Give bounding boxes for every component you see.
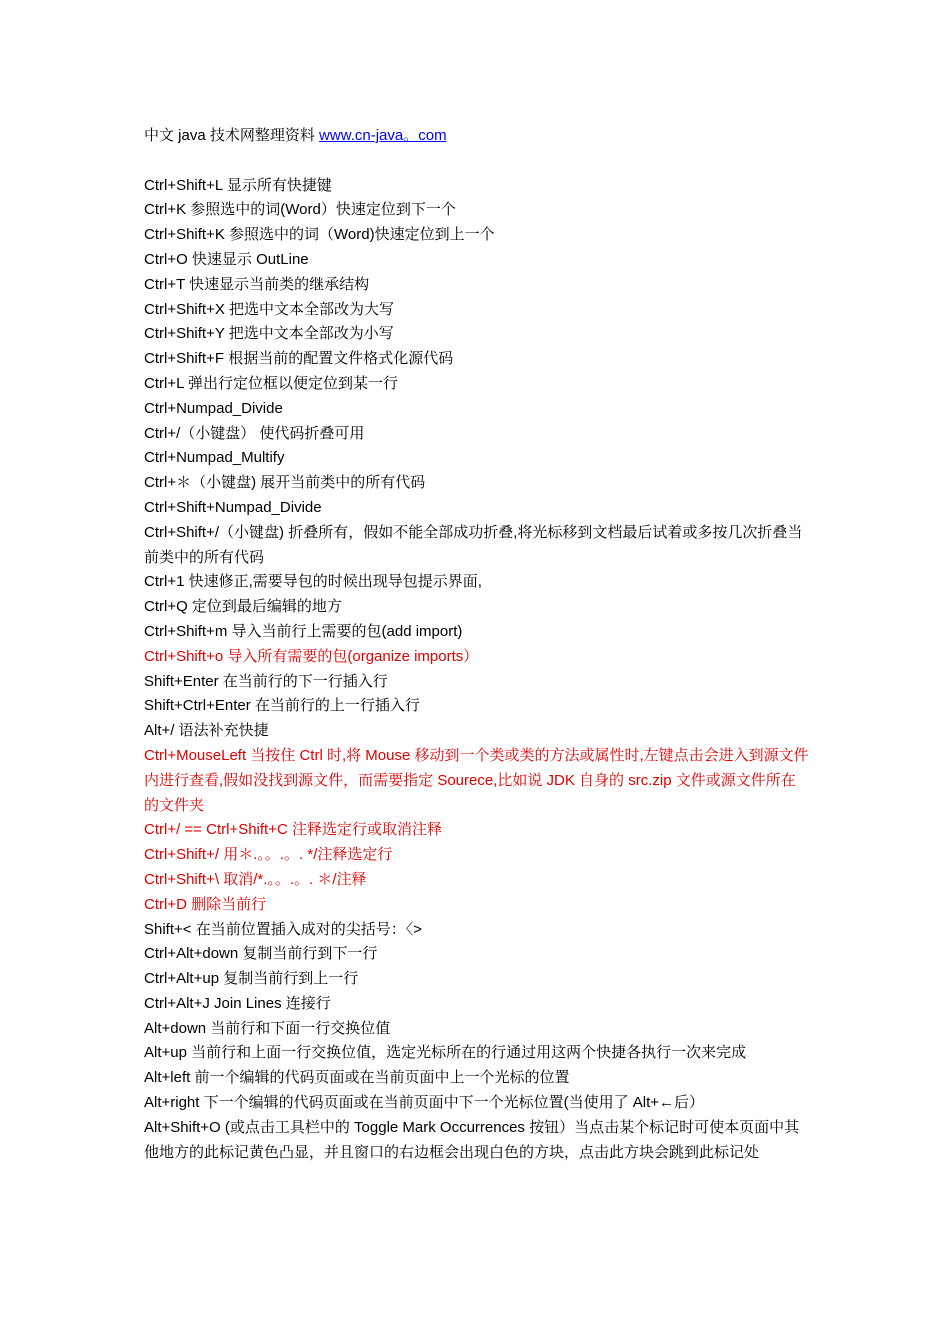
shortcut-item: Alt+up 当前行和上面一行交换位值，选定光标所在的行通过用这两个快捷各执行一次来完成 bbox=[144, 1044, 747, 1062]
shortcut-item: Ctrl+Shift+\ 取消/*.。。.。. ＊/注释 bbox=[144, 870, 367, 888]
shortcut-item: Ctrl+Alt+J Join Lines 连接行 bbox=[144, 994, 331, 1012]
shortcut-item: Alt+Shift+O (或点击工具栏中的 Toggle Mark Occurrences 按钮）当点击某个标记时可使本页面中其他地方的此标记黄色凸显，并且窗口的右边框会出现白色的方块，点击此方块会跳到此标记处 bbox=[144, 1118, 800, 1161]
shortcut-item: Alt+/ 语法补充快捷 bbox=[144, 722, 269, 740]
shortcut-item: Ctrl+Alt+down 复制当前行到下一行 bbox=[144, 945, 378, 963]
shortcut-item: Alt+left 前一个编辑的代码页面或在当前页面中上一个光标的位置 bbox=[144, 1069, 570, 1087]
document-header bbox=[144, 124, 810, 149]
document-page bbox=[144, 124, 810, 1165]
shortcut-item: Ctrl+Numpad_Multify bbox=[144, 449, 285, 467]
shortcut-item: Ctrl+/（小键盘） 使代码折叠可用 bbox=[144, 424, 365, 442]
shortcut-list bbox=[144, 174, 810, 1166]
shortcut-item: Ctrl+＊（小键盘) 展开当前类中的所有代码 bbox=[144, 474, 426, 492]
shortcut-item: Ctrl+MouseLeft 当按住 Ctrl 时,将 Mouse 移动到一个类或类的方法或属性时,左键点击会进入到源文件内进行查看,假如没找到源文件，而需要指定 Sourece,比如说 JDK 自身的 src.zip 文件或源文件所在的文件夹 bbox=[144, 746, 809, 814]
shortcut-item: Shift+Ctrl+Enter 在当前行的上一行插入行 bbox=[144, 697, 420, 715]
shortcut-item: Alt+down 当前行和下面一行交换位值 bbox=[144, 1019, 391, 1037]
shortcut-item: Ctrl+Shift+Y 把选中文本全部改为小写 bbox=[144, 325, 394, 343]
shortcut-item: Ctrl+/ == Ctrl+Shift+C 注释选定行或取消注释 bbox=[144, 821, 442, 839]
shortcut-item: Ctrl+T 快速显示当前类的继承结构 bbox=[144, 275, 370, 293]
shortcut-item: Ctrl+Q 定位到最后编辑的地方 bbox=[144, 598, 342, 616]
shortcut-item: Ctrl+Shift+K 参照选中的词（Word)快速定位到上一个 bbox=[144, 226, 495, 244]
shortcut-item: Ctrl+Shift+/（小键盘) 折叠所有，假如不能全部成功折叠,将光标移到文档最后试着或多按几次折叠当前类中的所有代码 bbox=[144, 523, 803, 566]
shortcut-item: Ctrl+K 参照选中的词(Word）快速定位到下一个 bbox=[144, 201, 456, 219]
shortcut-item: Ctrl+O 快速显示 OutLine bbox=[144, 250, 309, 268]
shortcut-item: Ctrl+Shift+m 导入当前行上需要的包(add import) bbox=[144, 622, 463, 640]
shortcut-item: Ctrl+Shift+F 根据当前的配置文件格式化源代码 bbox=[144, 350, 454, 368]
shortcut-item: Ctrl+L 弹出行定位框以便定位到某一行 bbox=[144, 374, 399, 392]
shortcut-item: Shift+< 在当前位置插入成对的尖括号：〈> bbox=[144, 920, 422, 938]
blank-line bbox=[144, 149, 810, 174]
shortcut-item: Ctrl+Shift+L 显示所有快捷键 bbox=[144, 176, 332, 194]
website-link[interactable]: www.cn-java。com bbox=[319, 127, 447, 144]
shortcut-item: Ctrl+Shift+/ 用＊.。。.。. */注释选定行 bbox=[144, 846, 393, 864]
shortcut-item: Ctrl+Shift+Numpad_Divide bbox=[144, 498, 322, 516]
shortcut-item: Ctrl+Numpad_Divide bbox=[144, 399, 283, 417]
header-prefix: 中文 java 技术网整理资料 bbox=[144, 127, 320, 144]
shortcut-item: Alt+right 下一个编辑的代码页面或在当前页面中下一个光标位置(当使用了 Alt+←后） bbox=[144, 1094, 705, 1112]
shortcut-item: Ctrl+Shift+o 导入所有需要的包(organize imports） bbox=[144, 647, 479, 665]
shortcut-item: Ctrl+Alt+up 复制当前行到上一行 bbox=[144, 970, 359, 988]
shortcut-item: Ctrl+Shift+X 把选中文本全部改为大写 bbox=[144, 300, 395, 318]
shortcut-item: Ctrl+1 快速修正,需要导包的时候出现导包提示界面, bbox=[144, 573, 482, 591]
shortcut-item: Shift+Enter 在当前行的下一行插入行 bbox=[144, 672, 388, 690]
shortcut-item: Ctrl+D 删除当前行 bbox=[144, 895, 267, 913]
